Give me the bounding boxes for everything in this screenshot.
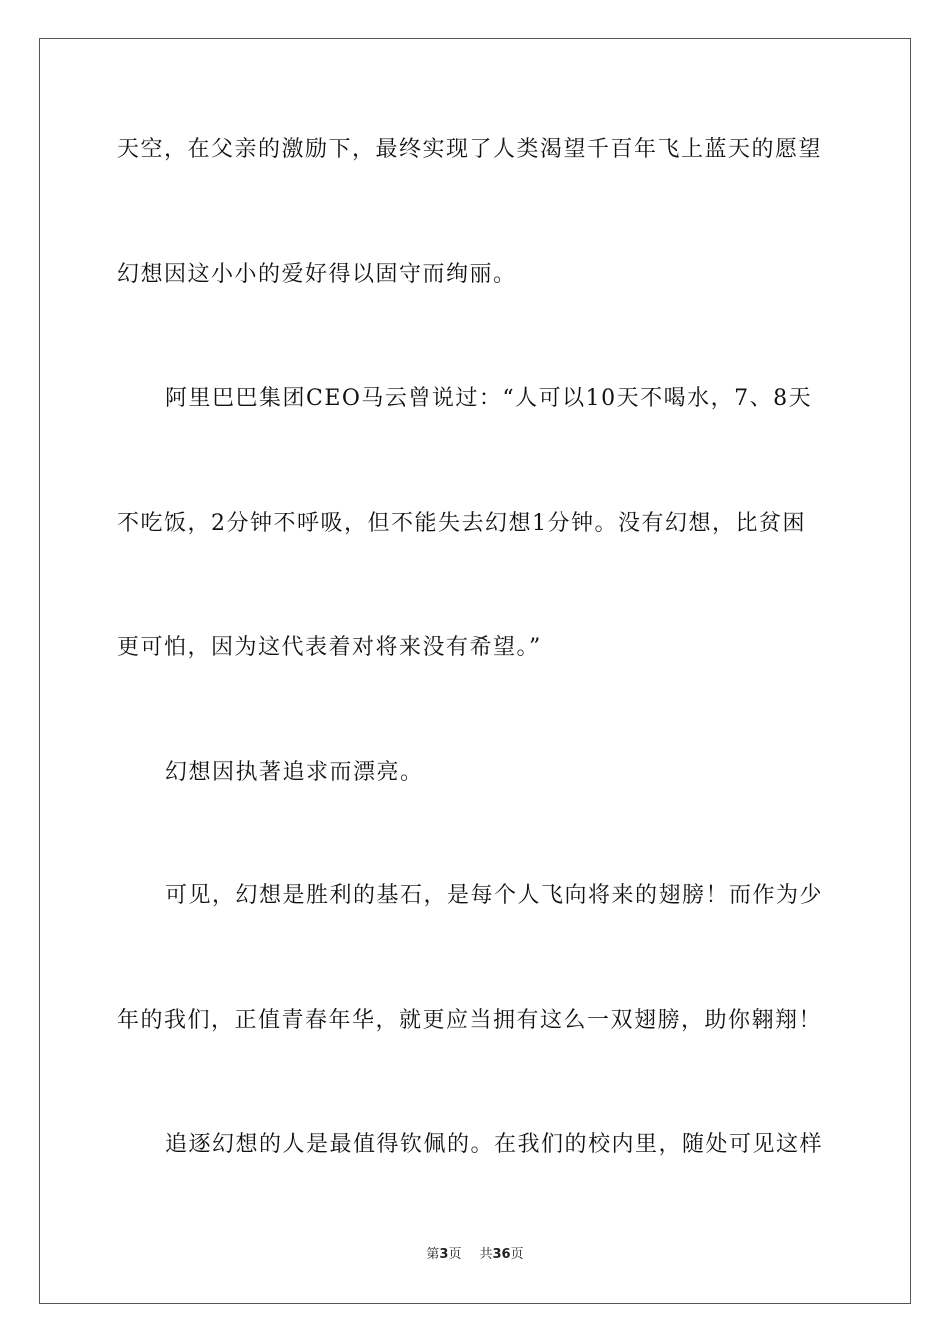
- text-line-3: 阿里巴巴集团CEO马云曾说过：“人可以10天不喝水，7、8天: [165, 386, 813, 411]
- page-border: [39, 38, 911, 1304]
- text-line-8: 年的我们，正值青春年华，就更应当拥有这么一双翅膀，助你翱翔！: [117, 1008, 823, 1033]
- page-suffix: 页: [448, 1247, 462, 1262]
- total-prefix: 共: [479, 1247, 493, 1262]
- text-line-4: 不吃饭，2分钟不呼吸，但不能失去幻想1分钟。没有幻想，比贫困: [117, 511, 806, 536]
- text-line-6: 幻想因执著追求而漂亮。: [165, 760, 424, 785]
- text-line-5: 更可怕，因为这代表着对将来没有希望。”: [117, 635, 542, 660]
- text-line-7: 可见，幻想是胜利的基石，是每个人飞向将来的翅膀！而作为少: [165, 883, 824, 908]
- text-line-9: 追逐幻想的人是最值得钦佩的。在我们的校内里，随处可见这样: [165, 1132, 824, 1157]
- total-suffix: 页: [510, 1247, 524, 1262]
- text-line-2: 幻想因这小小的爱好得以固守而绚丽。: [117, 262, 517, 287]
- page-prefix: 第: [426, 1247, 440, 1262]
- page-footer: [0, 1246, 950, 1264]
- page-number: 3: [439, 1247, 449, 1262]
- total-pages: 36: [492, 1247, 511, 1262]
- text-line-1: 天空，在父亲的激励下，最终实现了人类渴望千百年飞上蓝天的愿望: [117, 137, 823, 162]
